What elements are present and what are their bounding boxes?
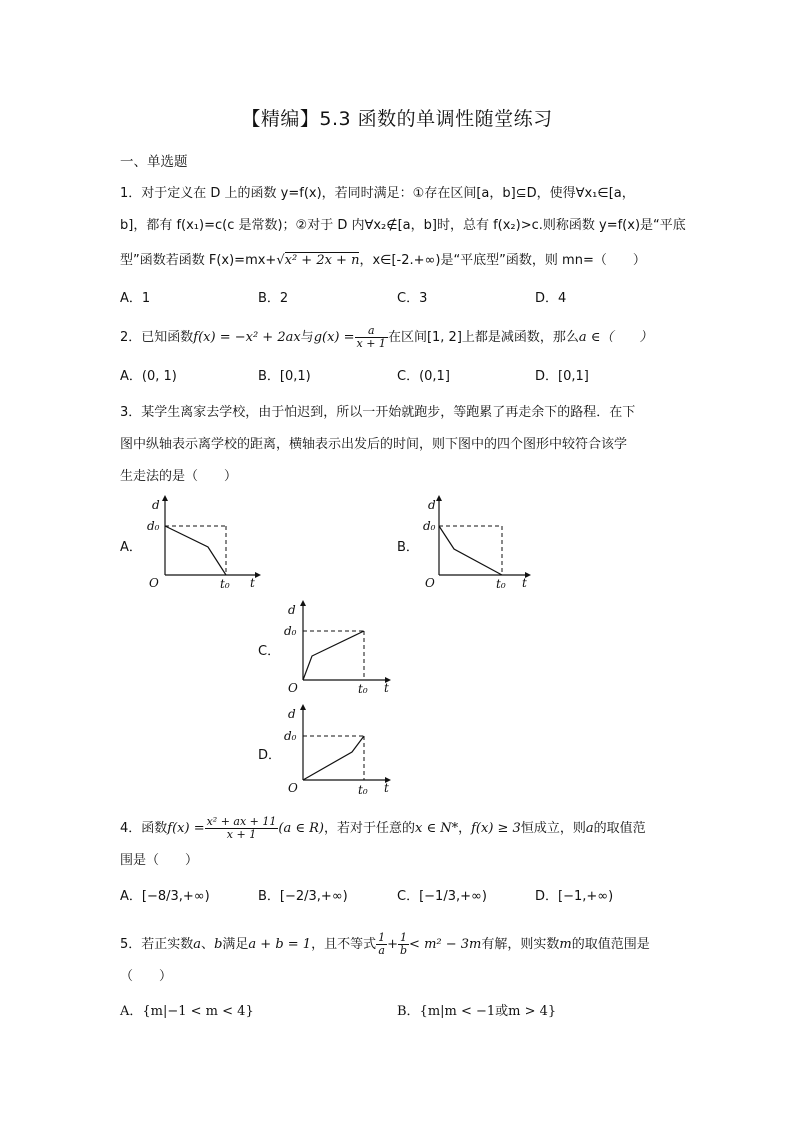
- q3a-x0-label: t₀: [220, 577, 230, 591]
- q2-line-1: [120, 325, 652, 350]
- q2-g-fraction: [355, 325, 388, 350]
- q3-option-d[interactable]: D．: [258, 748, 282, 763]
- q2-option-b[interactable]: B．[0,1): [258, 369, 311, 384]
- q3-option-a[interactable]: A．: [120, 540, 142, 555]
- q4-fraction: [205, 816, 279, 841]
- q4-ineq: f(x) ≥ 3: [471, 821, 521, 836]
- q4-option-c[interactable]: C．[−1/3,+∞): [397, 889, 487, 904]
- q2-option-a[interactable]: A．(0, 1): [120, 369, 177, 384]
- q3-line-2: 图中纵轴表示离学校的距离，横轴表示出发后的时间，则下图中的四个图形中较符合该学: [120, 437, 628, 452]
- q3-graph-a: [140, 495, 270, 590]
- q1-line-3-start: 型”函数若函数 F(x)=mx+: [120, 253, 277, 268]
- q1-line-2: b]，都有 f(x₁)=c(c 是常数)；②对于 D 内∀x₂∉[a，b]时，总有 f(x₂)>c.则称函数 y=f(x)是“平底: [120, 218, 686, 233]
- q3c-x-label: t: [384, 681, 389, 695]
- q5-text-b: 满足: [222, 937, 249, 952]
- q3d-x0-label: t₀: [358, 783, 368, 797]
- q3c-x0-label: t₀: [358, 682, 368, 696]
- q3b-y-label: d: [428, 498, 436, 512]
- section-heading: 一、单选题: [120, 154, 188, 170]
- q3c-y-label: d: [288, 603, 296, 617]
- q5-line-2: （ ）: [120, 969, 173, 984]
- q1-option-c[interactable]: C．3: [397, 291, 428, 306]
- q2-g-expr: g(x) =: [313, 330, 355, 345]
- q4-option-a[interactable]: A．[−8/3,+∞): [120, 889, 210, 904]
- q1-line-3-end: ，x∈[-2.+∞)是“平底型”函数，则 mn=（ ）: [359, 253, 646, 268]
- q3a-y0-label: d₀: [147, 519, 160, 533]
- q1-line-3: 型”函数若函数 F(x)=mx+√x² + 2x + n，x∈[-2.+∞)是“平底型”函数，则 mn=（ ）: [120, 253, 646, 268]
- q3-option-b[interactable]: B．: [397, 540, 419, 555]
- q5-option-a[interactable]: A．{m|−1 < m < 4}: [120, 1004, 254, 1019]
- q3-graph-b: [414, 495, 544, 590]
- q2-f-expr: f(x) = −x² + 2ax: [193, 330, 301, 345]
- q4-den: x + 1: [226, 828, 257, 841]
- q2-option-d[interactable]: D．[0,1]: [535, 369, 589, 384]
- q4-set: x ∈ N*: [414, 821, 459, 836]
- q1-option-d[interactable]: D．4: [535, 291, 567, 306]
- q3-line-1: 3．某学生离家去学校，由于怕迟到，所以一开始就跑步，等跑累了再走余下的路程．在下: [120, 405, 636, 420]
- q5-frac-1: $\frac{1}{a}$: [378, 931, 386, 957]
- q2-g-den: x + 1: [356, 337, 386, 350]
- q5-ineq: < m² − 3m: [409, 937, 482, 952]
- q3d-origin: O: [288, 781, 298, 795]
- q5-sep: 、: [201, 937, 215, 952]
- q4-text-f: 的取值范: [593, 821, 646, 836]
- page-title: 【精编】5.3 函数的单调性随堂练习: [241, 108, 553, 130]
- q4-text-c: ，: [458, 821, 472, 836]
- q4-option-d[interactable]: D．[−1,+∞): [535, 889, 614, 904]
- q3a-origin: O: [149, 576, 159, 590]
- q3c-y0-label: d₀: [284, 624, 297, 638]
- q3c-origin: O: [288, 681, 298, 695]
- q1-option-a[interactable]: A．1: [120, 291, 151, 306]
- q4-text-a: 4．函数: [120, 821, 168, 836]
- q5-text-e: 的取值范围是: [571, 937, 650, 952]
- q1-radicand: x² + 2x + n: [284, 253, 360, 268]
- q3-graph-c: [278, 600, 408, 695]
- q4-line-2: 围是（ ）: [120, 853, 199, 868]
- q2-text-a: 2．已知函数: [120, 330, 194, 345]
- q5-frac-2-den: b: [400, 944, 408, 957]
- q4-text-d: 恒成立，则: [520, 821, 586, 836]
- q3b-x-label: t: [522, 576, 527, 590]
- q4-line-1: [120, 816, 646, 841]
- q4-option-b[interactable]: B．[−2/3,+∞): [258, 889, 348, 904]
- q5-var-a: a: [193, 937, 202, 952]
- q2-option-c[interactable]: C．(0,1]: [397, 369, 450, 384]
- q3a-x-label: t: [250, 576, 255, 590]
- q3d-y-label: d: [288, 707, 296, 721]
- q3d-x-label: t: [384, 781, 389, 795]
- q3b-y0-label: d₀: [423, 519, 436, 533]
- q1-line-1: 1．对于定义在 D 上的函数 y=f(x)，若同时满足：①存在区间[a，b]⊆D，使得∀x₁∈[a，: [120, 186, 635, 201]
- q3-graph-d: [278, 704, 408, 799]
- q5-line-1: 5．若正实数a、b满足a + b = 1，且不等式 $\frac{1}{a}$ + $\frac{1}{b}$ < m² − 3m有解，则实数m的取值范围是: [120, 931, 650, 957]
- q3-line-3: 生走法的是（ ）: [120, 469, 238, 484]
- q5-var-b: b: [214, 937, 223, 952]
- q3a-y-label: d: [152, 498, 160, 512]
- q5-option-b[interactable]: B．{m|m < −1或m > 4}: [397, 1004, 557, 1019]
- q2-text-b: 与: [300, 330, 314, 345]
- q3-option-c[interactable]: C．: [258, 644, 281, 659]
- q3b-x0-label: t₀: [496, 577, 506, 591]
- q5-text-d: 有解，则实数: [481, 937, 560, 952]
- q5-frac-2: $\frac{1}{b}$: [400, 931, 408, 957]
- q5-text-a: 5．若正实数: [120, 937, 194, 952]
- q5-eq: a + b = 1: [248, 937, 312, 952]
- q4-text-b: ，若对于任意的: [323, 821, 415, 836]
- q5-text-c: ，且不等式: [311, 937, 377, 952]
- q3d-y0-label: d₀: [284, 729, 297, 743]
- q1-option-b[interactable]: B．2: [258, 291, 289, 306]
- q2-g-num: a: [355, 325, 388, 338]
- q5-var-m: m: [559, 937, 572, 952]
- q4-f-expr: f(x) =: [167, 821, 205, 836]
- q4-cond: (a ∈ R): [278, 821, 324, 836]
- q4-var-a: a: [585, 821, 594, 836]
- q3b-origin: O: [425, 576, 435, 590]
- q5-frac-1-den: a: [378, 944, 385, 957]
- q4-num: x² + ax + 11: [206, 815, 277, 828]
- q2-text-d: a ∈（ ）: [578, 330, 653, 345]
- q2-text-c: 在区间[1, 2]上都是减函数，那么: [387, 330, 579, 345]
